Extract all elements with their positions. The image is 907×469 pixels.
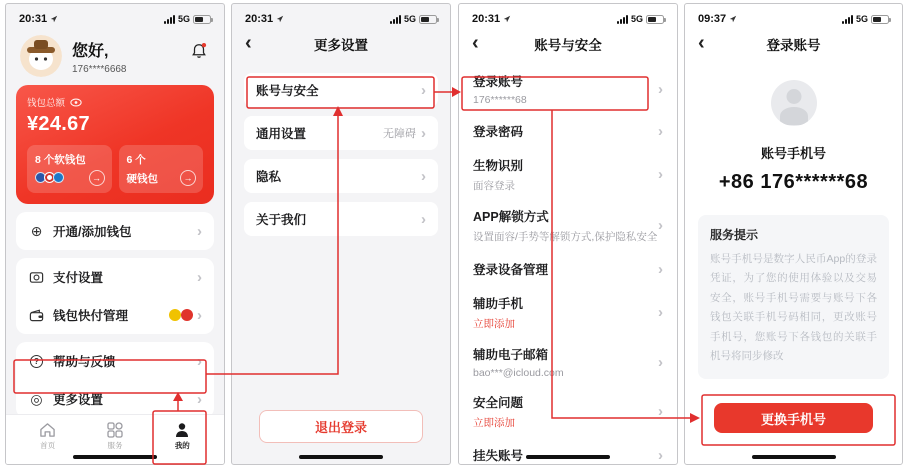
- avatar[interactable]: [20, 35, 62, 77]
- menu-item-add-wallet[interactable]: ⊕ 开通/添加钱包 ›: [16, 212, 214, 250]
- home-indicator: [299, 455, 383, 459]
- nav-item-mine[interactable]: 我的: [157, 422, 207, 451]
- bell-icon[interactable]: [190, 42, 208, 65]
- signal-icon: [390, 15, 401, 24]
- row-sub-action[interactable]: 立即添加: [473, 318, 515, 330]
- home-icon: [39, 422, 56, 438]
- chevron-right-icon: ›: [658, 446, 663, 464]
- arrow-circle-icon[interactable]: →: [180, 170, 196, 186]
- help-icon: ?: [30, 355, 43, 368]
- row-backup-email[interactable]: 辅助电子邮箱 bao***@icloud.com ›: [473, 348, 663, 379]
- chevron-right-icon: ›: [658, 304, 663, 321]
- chevron-right-icon: ›: [421, 81, 426, 99]
- person-icon: [174, 422, 190, 438]
- row-sub: 176******68: [473, 94, 527, 106]
- account-phone-label: 账号手机号: [760, 146, 826, 161]
- row-sub: 面容登录: [473, 180, 515, 192]
- jd-icon: [181, 309, 193, 321]
- row-report-loss[interactable]: 挂失账号 ›: [473, 446, 663, 464]
- battery-icon: [419, 15, 437, 24]
- profile-header: [6, 28, 224, 81]
- row-sub-action[interactable]: 立即添加: [473, 417, 515, 429]
- location-icon: [503, 15, 511, 23]
- chevron-right-icon: ›: [658, 260, 663, 278]
- chevron-right-icon: ›: [658, 166, 663, 183]
- home-indicator: [752, 455, 836, 459]
- masked-phone: 176****6668: [72, 63, 127, 75]
- chevron-right-icon: ›: [421, 167, 426, 185]
- more-settings-icon: ◎: [30, 391, 43, 407]
- wallet-balance-card[interactable]: [16, 85, 214, 204]
- home-indicator: [526, 455, 610, 459]
- network-label: 5G: [403, 14, 416, 24]
- chevron-right-icon: ›: [421, 210, 426, 228]
- screen-account-security: [458, 3, 678, 465]
- chevron-right-icon: ›: [197, 352, 202, 370]
- eye-icon[interactable]: [70, 98, 82, 107]
- network-label: 5G: [177, 14, 190, 24]
- menu-item-help[interactable]: ? 帮助与反馈 ›: [16, 342, 214, 380]
- chevron-right-icon: ›: [658, 80, 663, 98]
- chevron-right-icon: ›: [197, 268, 202, 286]
- network-label: 5G: [855, 14, 868, 24]
- signal-icon: [164, 15, 175, 24]
- hard-wallet-count: 6 个: [126, 154, 146, 166]
- menu-item-quickpay[interactable]: 钱包快付管理 ›: [16, 296, 214, 334]
- greeting-text: 您好,: [72, 42, 109, 60]
- status-time: 20:31: [19, 13, 48, 25]
- chevron-right-icon: ›: [197, 222, 202, 240]
- back-button[interactable]: ‹: [472, 32, 479, 54]
- hard-wallets-card[interactable]: [119, 145, 204, 193]
- status-bar: [6, 4, 224, 28]
- home-indicator: [73, 455, 157, 459]
- menu-item-pay-settings[interactable]: 支付设置 ›: [16, 258, 214, 296]
- screen-more-settings: [231, 3, 451, 465]
- grid-icon: [107, 422, 123, 438]
- pay-settings-icon: [28, 270, 45, 285]
- menu-item-more-settings[interactable]: ◎ 更多设置 ›: [16, 380, 214, 418]
- chevron-right-icon: ›: [658, 217, 663, 234]
- account-avatar: [771, 80, 817, 126]
- battery-icon: [193, 15, 211, 24]
- signal-icon: [842, 15, 853, 24]
- battery-icon: [646, 15, 664, 24]
- status-bar: [685, 4, 902, 28]
- row-privacy[interactable]: 隐私 ›: [244, 159, 438, 193]
- service-tips-box: [698, 215, 889, 379]
- chevron-right-icon: ›: [421, 124, 426, 142]
- bank-icon-3: [53, 172, 64, 183]
- soft-wallets-card[interactable]: [27, 145, 112, 193]
- row-value: 无障碍: [383, 128, 416, 140]
- location-icon: [729, 15, 737, 23]
- balance-amount: ¥24.67: [27, 113, 90, 135]
- page-title: 登录账号: [766, 38, 821, 53]
- status-bar: [459, 4, 677, 28]
- battery-icon: [871, 15, 889, 24]
- soft-wallet-count: 8 个软钱包: [35, 154, 86, 166]
- meituan-icon: [169, 309, 181, 321]
- row-account-security[interactable]: 账号与安全 ›: [244, 73, 438, 107]
- screen-home: [5, 3, 225, 465]
- logout-button[interactable]: 退出登录: [259, 410, 423, 443]
- chevron-right-icon: ›: [658, 122, 663, 140]
- page-title: 更多设置: [314, 38, 368, 53]
- location-icon: [50, 15, 58, 23]
- row-general-settings[interactable]: 通用设置 无障碍 ›: [244, 116, 438, 150]
- nav-item-home[interactable]: 首页: [23, 422, 73, 451]
- chevron-right-icon: ›: [197, 306, 202, 324]
- balance-label: 钱包总额: [27, 98, 66, 109]
- row-sub: bao***@icloud.com: [473, 367, 564, 379]
- hard-wallet-label: 硬钱包: [126, 173, 158, 185]
- signal-icon: [617, 15, 628, 24]
- network-label: 5G: [630, 14, 643, 24]
- status-time: 09:37: [698, 13, 727, 25]
- chevron-right-icon: ›: [658, 403, 663, 420]
- page-title: 账号与安全: [534, 38, 602, 53]
- status-bar: [232, 4, 450, 28]
- chevron-right-icon: ›: [658, 353, 663, 371]
- row-security-question[interactable]: 安全问题 立即添加 ›: [473, 396, 663, 429]
- row-biometrics[interactable]: 生物识别 面容登录 ›: [473, 159, 663, 192]
- chevron-right-icon: ›: [197, 390, 202, 408]
- row-about-us[interactable]: 关于我们 ›: [244, 202, 438, 236]
- screen-login-account: [684, 3, 903, 465]
- change-phone-button[interactable]: 更换手机号: [714, 403, 873, 433]
- wallet-icon: [28, 308, 45, 323]
- plus-circle-icon: ⊕: [30, 223, 43, 239]
- row-device-management[interactable]: 登录设备管理 ›: [473, 260, 663, 278]
- row-login-password[interactable]: 登录密码 ›: [473, 122, 663, 140]
- row-sub: 设置面容/手势等解锁方式,保护隐私安全: [473, 231, 658, 243]
- row-app-unlock[interactable]: APP解锁方式 设置面容/手势等解锁方式,保护隐私安全 ›: [473, 210, 663, 243]
- row-backup-phone[interactable]: 辅助手机 立即添加 ›: [473, 297, 663, 330]
- row-login-account[interactable]: 登录账号 176******68 ›: [473, 75, 663, 106]
- arrow-circle-icon[interactable]: →: [89, 170, 105, 186]
- account-phone-value: +86 176******68: [718, 171, 869, 193]
- back-button[interactable]: ‹: [698, 32, 705, 54]
- nav-item-services[interactable]: 服务: [90, 422, 140, 451]
- status-time: 20:31: [472, 13, 501, 25]
- service-tips-title: 服务提示: [710, 228, 759, 242]
- back-button[interactable]: ‹: [245, 32, 252, 54]
- location-icon: [276, 15, 284, 23]
- status-time: 20:31: [245, 13, 274, 25]
- service-tips-text: 账号手机号是数字人民币App的登录凭证，为了您的使用体验以及交易安全，账号手机号需要与账号下各钱包关联手机号码相同，更改账号手机号，您账号下各钱包的关联手机号将同步修改: [710, 253, 877, 363]
